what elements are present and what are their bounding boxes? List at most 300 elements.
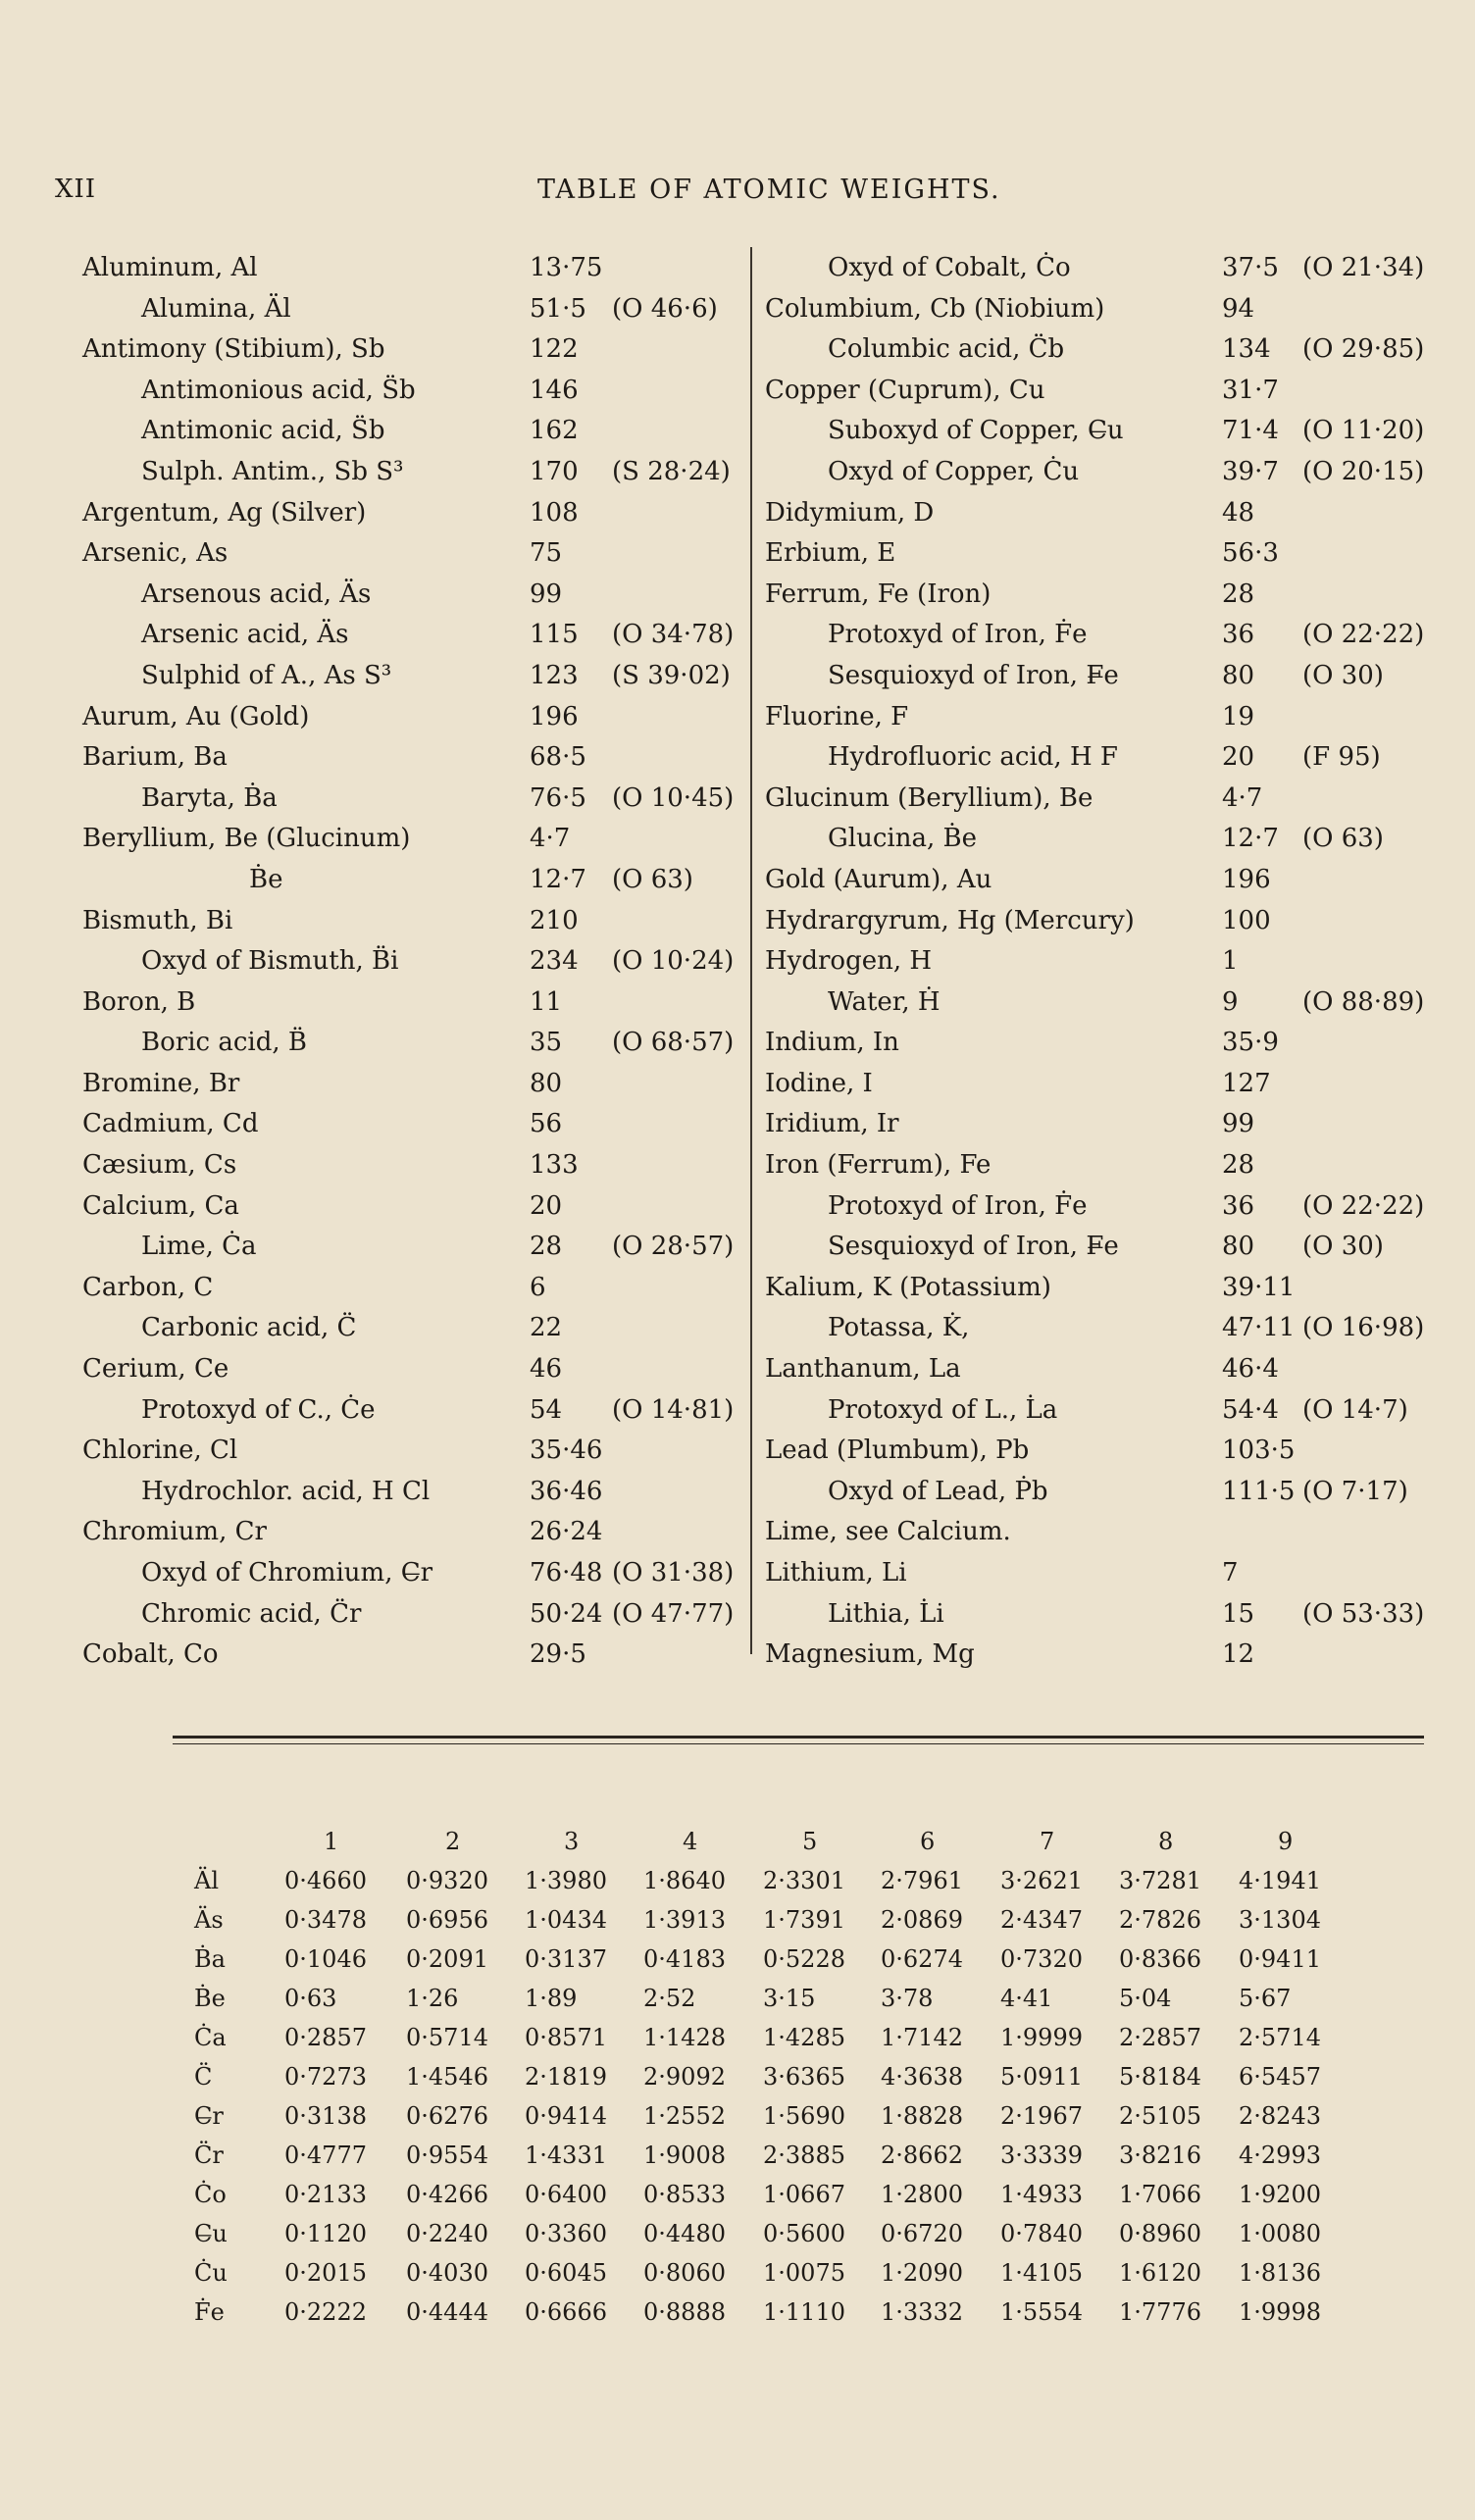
entry-name: Lithia, L̇i bbox=[828, 1598, 944, 1629]
table-row bbox=[82, 532, 739, 574]
table-row bbox=[0, 2216, 1475, 2255]
table-row bbox=[0, 2138, 1475, 2177]
entry-name: Iodine, I bbox=[765, 1068, 873, 1098]
entry-note: (S 28·24) bbox=[612, 456, 731, 486]
multiple-header: 8 bbox=[1158, 1828, 1174, 1855]
entry-weight: 80 bbox=[530, 1068, 563, 1098]
entry-weight: 35·9 bbox=[1222, 1028, 1279, 1058]
multiple-value: 0·4480 bbox=[643, 2220, 726, 2247]
formula-symbol: Ċo bbox=[194, 2181, 227, 2208]
multiple-value: 1·3913 bbox=[643, 1906, 726, 1934]
entry-name: Oxyd of Cobalt, Ċo bbox=[828, 253, 1071, 282]
entry-weight: 9 bbox=[1222, 986, 1239, 1017]
entry-name: Hydrofluoric acid, H F bbox=[828, 742, 1118, 773]
multiple-value: 2·9092 bbox=[643, 2063, 726, 2091]
multiple-value: 0·6274 bbox=[881, 1945, 963, 1973]
entry-weight: 19 bbox=[1222, 701, 1255, 731]
multiple-value: 1·0075 bbox=[763, 2259, 845, 2287]
table-row bbox=[82, 1389, 739, 1431]
table-row bbox=[82, 940, 739, 982]
multiple-value: 0·3137 bbox=[525, 1945, 607, 1973]
entry-note: (O 63) bbox=[612, 864, 693, 894]
entry-weight: 36 bbox=[1222, 620, 1255, 650]
entry-weight: 1 bbox=[1222, 946, 1239, 977]
entry-note: (O 10·45) bbox=[612, 782, 735, 813]
multiple-value: 0·7840 bbox=[1000, 2220, 1083, 2247]
entry-name: Iridium, Ir bbox=[765, 1109, 899, 1139]
table-row bbox=[765, 1103, 1451, 1144]
table-row bbox=[82, 1511, 739, 1552]
entry-name: Arsenic, As bbox=[82, 538, 229, 569]
multiple-value: 1·5554 bbox=[1000, 2298, 1083, 2326]
multiple-value: 1·7391 bbox=[763, 1906, 845, 1934]
multiple-header: 1 bbox=[324, 1828, 339, 1855]
entry-weight: 28 bbox=[1222, 579, 1255, 609]
entry-name: Water, Ḣ bbox=[828, 986, 941, 1017]
multiple-value: 0·2015 bbox=[284, 2259, 367, 2287]
entry-name: Bismuth, Bi bbox=[82, 905, 233, 935]
table-row bbox=[765, 370, 1451, 411]
multiple-value: 1·2552 bbox=[643, 2102, 726, 2130]
entry-weight: 36·46 bbox=[530, 1476, 603, 1506]
entry-note: (O 11·20) bbox=[1302, 416, 1425, 446]
entry-name: Aluminum, Al bbox=[82, 253, 258, 282]
table-row bbox=[82, 1634, 739, 1675]
entry-weight: 94 bbox=[1222, 293, 1255, 324]
multiple-header: 7 bbox=[1040, 1828, 1055, 1855]
multiple-value: 2·52 bbox=[643, 1985, 696, 2012]
multiple-value: 1·1110 bbox=[763, 2298, 845, 2326]
multiple-value: 0·5228 bbox=[763, 1945, 845, 1973]
table-row bbox=[82, 370, 739, 411]
entry-name: Columbic acid, C̈b bbox=[828, 334, 1065, 365]
entry-note: (O 22·22) bbox=[1302, 1190, 1425, 1221]
multiple-value: 1·3332 bbox=[881, 2298, 963, 2326]
table-row bbox=[82, 328, 739, 370]
table-row bbox=[82, 900, 739, 941]
table-row bbox=[765, 1185, 1451, 1227]
entry-weight: 210 bbox=[530, 905, 579, 935]
multiple-value: 0·3360 bbox=[525, 2220, 607, 2247]
entry-name: Copper (Cuprum), Cu bbox=[765, 375, 1045, 405]
table-row bbox=[765, 1634, 1451, 1675]
entry-name: Cobalt, Co bbox=[82, 1639, 219, 1670]
entry-note: (O 14·81) bbox=[612, 1394, 735, 1425]
table-row bbox=[82, 1267, 739, 1308]
entry-weight: 134 bbox=[1222, 334, 1271, 365]
multiple-header: 2 bbox=[445, 1828, 461, 1855]
entry-weight: 56 bbox=[530, 1109, 563, 1139]
multiple-header: 6 bbox=[920, 1828, 936, 1855]
table-row bbox=[0, 2059, 1475, 2098]
entry-weight: 13·75 bbox=[530, 253, 603, 282]
multiple-value: 0·3478 bbox=[284, 1906, 367, 1934]
table-row bbox=[82, 982, 739, 1023]
column-divider bbox=[750, 247, 752, 1654]
entry-weight: 11 bbox=[530, 986, 563, 1017]
entry-name: Lime, Ċa bbox=[141, 1232, 257, 1262]
entry-name: Sesquioxyd of Iron, F̶e bbox=[828, 1232, 1119, 1262]
table-row bbox=[765, 655, 1451, 696]
table-row bbox=[765, 532, 1451, 574]
multiple-value: 0·9414 bbox=[525, 2102, 607, 2130]
table-row bbox=[765, 328, 1451, 370]
table-row bbox=[765, 1226, 1451, 1267]
multiple-value: 2·3301 bbox=[763, 1867, 845, 1894]
multiple-value: 3·8216 bbox=[1119, 2142, 1201, 2169]
multiple-value: 2·8662 bbox=[881, 2142, 963, 2169]
table-row bbox=[765, 1552, 1451, 1593]
table-row bbox=[82, 1103, 739, 1144]
formula-symbol: Ċa bbox=[194, 2024, 227, 2051]
entry-note: (O 34·78) bbox=[612, 620, 735, 650]
entry-weight: 54·4 bbox=[1222, 1394, 1279, 1425]
entry-name: Suboxyd of Copper, C̶u bbox=[828, 416, 1124, 446]
entry-weight: 15 bbox=[1222, 1598, 1255, 1629]
entry-name: Oxyd of Copper, Ċu bbox=[828, 456, 1080, 486]
multiple-value: 0·7320 bbox=[1000, 1945, 1083, 1973]
right-column bbox=[765, 247, 1451, 1675]
multiple-value: 2·0869 bbox=[881, 1906, 963, 1934]
entry-name: Lime, see Calcium. bbox=[765, 1517, 1011, 1547]
multiple-value: 1·8136 bbox=[1239, 2259, 1321, 2287]
multiple-value: 1·8828 bbox=[881, 2102, 963, 2130]
entry-note: (O 14·7) bbox=[1302, 1394, 1408, 1425]
entry-weight: 162 bbox=[530, 416, 579, 446]
multiple-value: 1·4105 bbox=[1000, 2259, 1083, 2287]
table-row bbox=[765, 614, 1451, 655]
multiple-value: 1·6120 bbox=[1119, 2259, 1201, 2287]
entry-weight: 36 bbox=[1222, 1190, 1255, 1221]
table-row bbox=[82, 410, 739, 451]
table-row bbox=[765, 1389, 1451, 1431]
entry-name: Arsenic acid, Äs bbox=[141, 620, 349, 650]
table-row bbox=[82, 451, 739, 492]
entry-weight: 133 bbox=[530, 1150, 579, 1181]
table-row bbox=[765, 940, 1451, 982]
table-row bbox=[765, 1593, 1451, 1635]
multiple-value: 2·7961 bbox=[881, 1867, 963, 1894]
multiple-value: 0·2091 bbox=[406, 1945, 488, 1973]
formula-symbol: Ċu bbox=[194, 2259, 228, 2287]
multiple-value: 1·7776 bbox=[1119, 2298, 1201, 2326]
entry-weight: 111·5 bbox=[1222, 1476, 1296, 1506]
table-row bbox=[82, 736, 739, 778]
table-row bbox=[82, 778, 739, 819]
multiple-value: 0·1046 bbox=[284, 1945, 367, 1973]
entry-name: Alumina, Äl bbox=[141, 293, 291, 324]
entry-weight: 234 bbox=[530, 946, 579, 977]
multiple-value: 0·4777 bbox=[284, 2142, 367, 2169]
multiple-value: 1·26 bbox=[406, 1985, 459, 2012]
entry-name: Chromic acid, C̈r bbox=[141, 1598, 362, 1629]
table-row bbox=[82, 1471, 739, 1512]
table-row bbox=[765, 1471, 1451, 1512]
multiple-value: 2·2857 bbox=[1119, 2024, 1201, 2051]
entry-note: (O 30) bbox=[1302, 1232, 1384, 1262]
formula-symbol: Ḟe bbox=[194, 2298, 225, 2326]
entry-weight: 12 bbox=[1222, 1639, 1255, 1670]
entry-note: (O 29·85) bbox=[1302, 334, 1425, 365]
table-row bbox=[765, 1511, 1451, 1552]
entry-name: Gold (Aurum), Au bbox=[765, 864, 992, 894]
multiple-value: 3·7281 bbox=[1119, 1867, 1201, 1894]
multiple-value: 3·2621 bbox=[1000, 1867, 1083, 1894]
multiple-value: 0·6276 bbox=[406, 2102, 488, 2130]
multiple-value: 0·4183 bbox=[643, 1945, 726, 1973]
entry-weight: 46·4 bbox=[1222, 1354, 1279, 1385]
table-row bbox=[0, 2255, 1475, 2294]
entry-note: (S 39·02) bbox=[612, 660, 731, 690]
multiple-value: 1·9200 bbox=[1239, 2181, 1321, 2208]
multiple-value: 0·6720 bbox=[881, 2220, 963, 2247]
entry-name: Hydrochlor. acid, H Cl bbox=[141, 1476, 431, 1506]
entry-name: Cerium, Ce bbox=[82, 1354, 229, 1385]
entry-weight: 22 bbox=[530, 1313, 563, 1343]
entry-name: Cæsium, Cs bbox=[82, 1150, 237, 1181]
entry-weight: 76·48 bbox=[530, 1558, 603, 1588]
multiple-value: 1·4546 bbox=[406, 2063, 488, 2091]
multiple-value: 0·7273 bbox=[284, 2063, 367, 2091]
entry-name: Indium, In bbox=[765, 1028, 899, 1058]
entry-name: Columbium, Cb (Niobium) bbox=[765, 293, 1105, 324]
multiple-header: 9 bbox=[1278, 1828, 1294, 1855]
table-row bbox=[82, 492, 739, 533]
table-row bbox=[0, 1902, 1475, 1941]
entry-name: Lanthanum, La bbox=[765, 1354, 961, 1385]
multiple-value: 0·6045 bbox=[525, 2259, 607, 2287]
table-row bbox=[82, 1226, 739, 1267]
entry-weight: 80 bbox=[1222, 1232, 1255, 1262]
entry-name: Aurum, Au (Gold) bbox=[82, 701, 310, 731]
multiple-value: 0·8888 bbox=[643, 2298, 726, 2326]
entry-weight: 99 bbox=[1222, 1109, 1255, 1139]
table-row bbox=[82, 859, 739, 900]
entry-name: Carbon, C bbox=[82, 1272, 214, 1302]
entry-weight: 39·7 bbox=[1222, 456, 1279, 486]
entry-weight: 68·5 bbox=[530, 742, 586, 773]
entry-weight: 100 bbox=[1222, 905, 1271, 935]
multiple-value: 3·1304 bbox=[1239, 1906, 1321, 1934]
multiple-value: 0·2133 bbox=[284, 2181, 367, 2208]
multiple-value: 0·6400 bbox=[525, 2181, 607, 2208]
multiple-value: 6·5457 bbox=[1239, 2063, 1321, 2091]
entry-weight: 48 bbox=[1222, 497, 1255, 528]
table-row bbox=[82, 1185, 739, 1227]
entry-name: Baryta, Ḃa bbox=[141, 782, 278, 813]
entry-weight: 20 bbox=[530, 1190, 563, 1221]
entry-weight: 56·3 bbox=[1222, 538, 1279, 569]
entry-weight: 39·11 bbox=[1222, 1272, 1296, 1302]
entry-name: Calcium, Ca bbox=[82, 1190, 239, 1221]
multiple-value: 1·1428 bbox=[643, 2024, 726, 2051]
multiple-value: 0·8960 bbox=[1119, 2220, 1201, 2247]
entry-name: Ferrum, Fe (Iron) bbox=[765, 579, 992, 609]
table-row bbox=[82, 696, 739, 737]
multiple-value: 4·41 bbox=[1000, 1985, 1053, 2012]
multiple-value: 0·6666 bbox=[525, 2298, 607, 2326]
multiple-value: 2·1967 bbox=[1000, 2102, 1083, 2130]
entry-name: Oxyd of Bismuth, B̈i bbox=[141, 946, 399, 977]
multiple-value: 0·8533 bbox=[643, 2181, 726, 2208]
table-row bbox=[765, 900, 1451, 941]
table-row bbox=[0, 1941, 1475, 1981]
entry-name: Bromine, Br bbox=[82, 1068, 240, 1098]
multiple-value: 0·2240 bbox=[406, 2220, 488, 2247]
entry-name: Didymium, D bbox=[765, 497, 935, 528]
multiple-value: 5·8184 bbox=[1119, 2063, 1201, 2091]
multiple-header: 4 bbox=[683, 1828, 698, 1855]
entry-weight: 123 bbox=[530, 660, 579, 690]
entry-weight: 50·24 bbox=[530, 1598, 603, 1629]
entry-name: Protoxyd of Iron, Ḟe bbox=[828, 1190, 1088, 1221]
entry-weight: 6 bbox=[530, 1272, 546, 1302]
table-row bbox=[765, 1348, 1451, 1389]
multiple-value: 2·3885 bbox=[763, 2142, 845, 2169]
entry-weight: 146 bbox=[530, 375, 579, 405]
formula-symbol: Ḃe bbox=[194, 1985, 226, 2012]
multiple-value: 1·0667 bbox=[763, 2181, 845, 2208]
entry-weight: 75 bbox=[530, 538, 563, 569]
table-row bbox=[82, 288, 739, 329]
entry-note: (O 20·15) bbox=[1302, 456, 1425, 486]
entry-weight: 28 bbox=[1222, 1150, 1255, 1181]
multiple-value: 0·2857 bbox=[284, 2024, 367, 2051]
table-row bbox=[765, 859, 1451, 900]
table-row bbox=[765, 1307, 1451, 1348]
table-row bbox=[0, 2098, 1475, 2138]
multiple-header: 5 bbox=[802, 1828, 818, 1855]
entry-weight: 46 bbox=[530, 1354, 563, 1385]
multiple-value: 5·0911 bbox=[1000, 2063, 1083, 2091]
formula-symbol: C̈r bbox=[194, 2142, 224, 2169]
multiple-value: 0·5600 bbox=[763, 2220, 845, 2247]
entry-name: Hydrogen, H bbox=[765, 946, 933, 977]
table-row bbox=[82, 574, 739, 615]
entry-note: (O 46·6) bbox=[612, 293, 718, 324]
multiple-value: 0·9411 bbox=[1239, 1945, 1321, 1973]
formula-symbol: C̶r bbox=[194, 2102, 224, 2130]
table-row bbox=[0, 2294, 1475, 2334]
page-header bbox=[55, 175, 1428, 214]
multiple-value: 1·4285 bbox=[763, 2024, 845, 2051]
table-row bbox=[765, 574, 1451, 615]
formula-symbol: C̶u bbox=[194, 2220, 228, 2247]
table-row bbox=[82, 818, 739, 859]
left-column bbox=[82, 247, 739, 1675]
multiple-value: 2·1819 bbox=[525, 2063, 607, 2091]
multiple-value: 1·5690 bbox=[763, 2102, 845, 2130]
multiples-header-row bbox=[0, 1824, 1475, 1863]
page-title: TABLE OF ATOMIC WEIGHTS. bbox=[537, 175, 1001, 205]
table-row bbox=[765, 1430, 1451, 1471]
entry-name: Antimonic acid, S̈b bbox=[141, 416, 385, 446]
table-row bbox=[0, 2020, 1475, 2059]
entry-weight: 76·5 bbox=[530, 782, 586, 813]
entry-name: Chromium, Cr bbox=[82, 1517, 267, 1547]
multiple-value: 0·4030 bbox=[406, 2259, 488, 2287]
multiple-value: 0·6956 bbox=[406, 1906, 488, 1934]
entry-weight: 37·5 bbox=[1222, 253, 1279, 282]
entry-name: Chlorine, Cl bbox=[82, 1436, 238, 1466]
entry-name: Iron (Ferrum), Fe bbox=[765, 1150, 992, 1181]
entry-name: Boron, B bbox=[82, 986, 196, 1017]
multiple-value: 1·2090 bbox=[881, 2259, 963, 2287]
table-row bbox=[82, 1063, 739, 1104]
multiple-value: 1·4331 bbox=[525, 2142, 607, 2169]
multiple-value: 1·9998 bbox=[1239, 2298, 1321, 2326]
entry-name: Argentum, Ag (Silver) bbox=[82, 497, 367, 528]
multiple-value: 5·04 bbox=[1119, 1985, 1172, 2012]
multiple-value: 1·7066 bbox=[1119, 2181, 1201, 2208]
formula-symbol: Äl bbox=[194, 1867, 220, 1894]
table-row bbox=[82, 1022, 739, 1063]
page-number: XII bbox=[55, 175, 97, 204]
entry-weight: 71·4 bbox=[1222, 416, 1279, 446]
multiple-value: 3·15 bbox=[763, 1985, 816, 2012]
multiple-value: 1·9999 bbox=[1000, 2024, 1083, 2051]
multiple-value: 1·2800 bbox=[881, 2181, 963, 2208]
table-row bbox=[82, 1307, 739, 1348]
table-row bbox=[82, 1144, 739, 1185]
formula-symbol: Äs bbox=[194, 1906, 224, 1934]
entry-name: Ḃe bbox=[249, 864, 283, 894]
multiple-value: 0·2222 bbox=[284, 2298, 367, 2326]
entry-name: Sesquioxyd of Iron, F̶e bbox=[828, 660, 1119, 690]
multiple-value: 1·0434 bbox=[525, 1906, 607, 1934]
table-row bbox=[765, 247, 1451, 288]
multiple-value: 1·4933 bbox=[1000, 2181, 1083, 2208]
multiple-value: 2·5105 bbox=[1119, 2102, 1201, 2130]
atomic-weights-table bbox=[0, 247, 1475, 1670]
multiple-value: 0·5714 bbox=[406, 2024, 488, 2051]
multiple-value: 0·8060 bbox=[643, 2259, 726, 2287]
entry-weight: 127 bbox=[1222, 1068, 1271, 1098]
multiple-value: 1·9008 bbox=[643, 2142, 726, 2169]
entry-note: (O 21·34) bbox=[1302, 253, 1425, 282]
multiple-value: 0·4444 bbox=[406, 2298, 488, 2326]
multiple-value: 0·4266 bbox=[406, 2181, 488, 2208]
multiple-value: 4·3638 bbox=[881, 2063, 963, 2091]
entry-name: Arsenous acid, Äs bbox=[141, 579, 372, 609]
entry-note: (O 7·17) bbox=[1302, 1476, 1408, 1506]
entry-weight: 196 bbox=[530, 701, 579, 731]
entry-name: Glucina, Ḃe bbox=[828, 824, 977, 854]
entry-name: Beryllium, Be (Glucinum) bbox=[82, 824, 411, 854]
table-row bbox=[82, 247, 739, 288]
entry-name: Oxyd of Lead, Ṗb bbox=[828, 1476, 1048, 1506]
entry-weight: 26·24 bbox=[530, 1517, 603, 1547]
entry-note: (O 47·77) bbox=[612, 1598, 735, 1629]
entry-weight: 12·7 bbox=[530, 864, 586, 894]
multiple-value: 4·2993 bbox=[1239, 2142, 1321, 2169]
entry-weight: 4·7 bbox=[530, 824, 571, 854]
entry-name: Oxyd of Chromium, C̶r bbox=[141, 1558, 433, 1588]
table-row bbox=[765, 288, 1451, 329]
entry-name: Erbium, E bbox=[765, 538, 896, 569]
multiple-value: 0·3138 bbox=[284, 2102, 367, 2130]
multiple-value: 0·8366 bbox=[1119, 1945, 1201, 1973]
entry-name: Protoxyd of C., Ċe bbox=[141, 1394, 376, 1425]
entry-name: Potassa, K̇, bbox=[828, 1313, 970, 1343]
multiple-value: 1·0080 bbox=[1239, 2220, 1321, 2247]
multiple-value: 2·5714 bbox=[1239, 2024, 1321, 2051]
entry-note: (O 68·57) bbox=[612, 1028, 735, 1058]
entry-note: (O 28·57) bbox=[612, 1232, 735, 1262]
entry-name: Boric acid, B̈ bbox=[141, 1028, 307, 1058]
table-row bbox=[765, 778, 1451, 819]
section-rule-thin bbox=[173, 1743, 1424, 1744]
